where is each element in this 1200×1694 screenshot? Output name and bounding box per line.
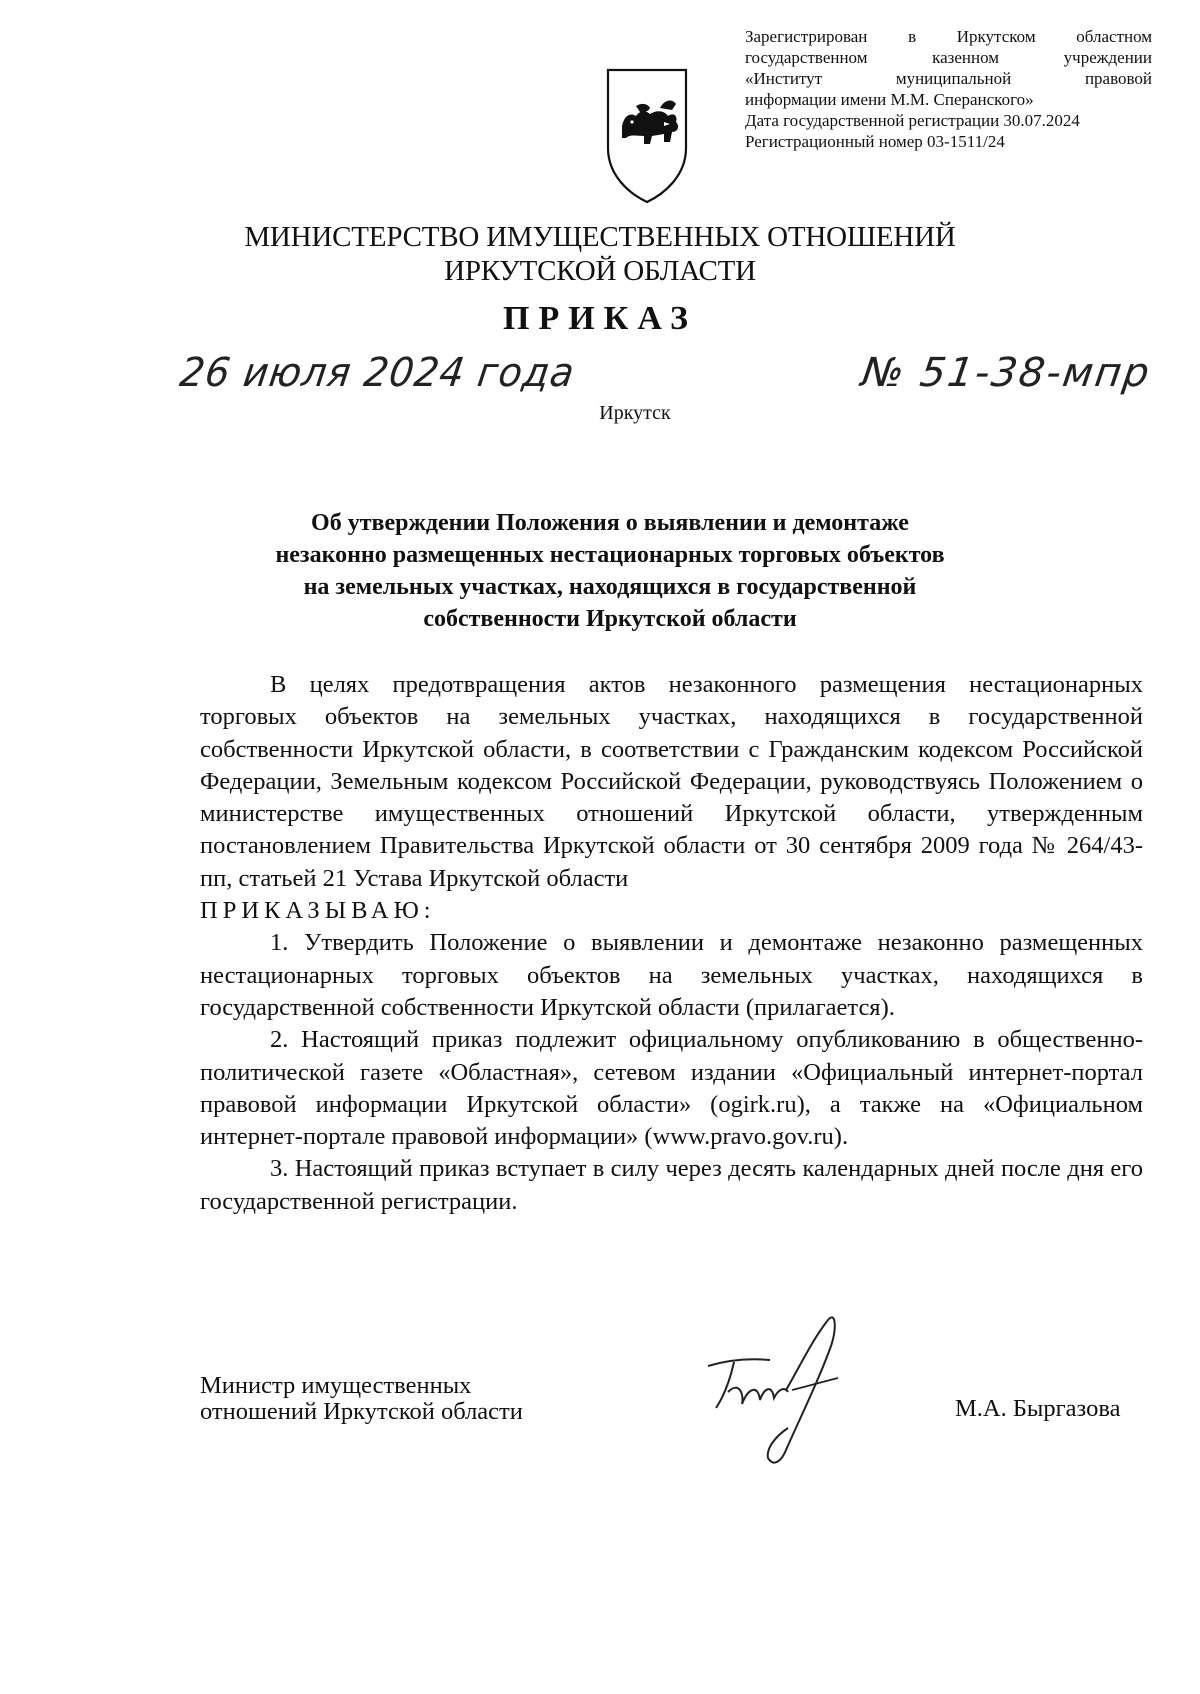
ministry-name-line: МИНИСТЕРСТВО ИМУЩЕСТВЕННЫХ ОТНОШЕНИЙ bbox=[244, 221, 956, 253]
subject-line: собственности Иркутской области bbox=[423, 606, 797, 632]
order-item: 3. Настоящий приказ вступает в силу через десять календарных дней после дня его государственной регистрации. bbox=[200, 1155, 1143, 1215]
handwritten-date: 26 июля 2024 года bbox=[177, 350, 578, 396]
order-item: 1. Утвердить Положение о выявлении и демонтаже незаконно размещенных нестационарных торговых объектов на земельных участках, находящихся в государственной собственности Иркутской области (прилагается). bbox=[200, 929, 1143, 1021]
signatory-position bbox=[200, 1373, 523, 1425]
registration-line: Зарегистрирован в Иркутском областном bbox=[745, 27, 1152, 46]
registration-number: Регистрационный номер 03-1511/24 bbox=[745, 132, 1005, 151]
order-item: 2. Настоящий приказ подлежит официальному опубликованию в общественно-политической газете «Областная», сетевом издании «Официальный интернет-портал правовой информации Иркутской области» (ogirk.ru), а также на «Официальном интернет-портале правовой информации» (www.pravo.gov.ru). bbox=[200, 1026, 1143, 1151]
registration-stamp bbox=[745, 26, 1152, 152]
signatory-position-line: отношений Иркутской области bbox=[200, 1398, 523, 1425]
order-word: ПРИКАЗЫВАЮ: bbox=[200, 897, 436, 925]
handwritten-signature bbox=[688, 1300, 858, 1480]
handwritten-order-number: № 51-38-мпр bbox=[858, 350, 1154, 396]
registration-date: Дата государственной регистрации 30.07.2024 bbox=[745, 111, 1080, 130]
city: Иркутск bbox=[599, 402, 671, 424]
registration-line: информации имени М.М. Сперанского» bbox=[745, 90, 1034, 109]
document-subject bbox=[200, 507, 1020, 635]
subject-line: на земельных участках, находящихся в государственной bbox=[303, 574, 917, 600]
signatory-position-line: Министр имущественных bbox=[200, 1372, 472, 1399]
registration-line: «Институт муниципальной правовой bbox=[745, 69, 1152, 88]
irkutsk-coat-of-arms-icon bbox=[604, 66, 690, 206]
subject-line: Об утверждении Положения о выявлении и демонтаже bbox=[311, 510, 909, 536]
registration-line: государственном казенном учреждении bbox=[745, 48, 1152, 67]
signatory-name: М.А. Быргазова bbox=[955, 1395, 1121, 1422]
subject-line: незаконно размещенных нестационарных торговых объектов bbox=[275, 542, 945, 568]
ministry-name bbox=[0, 220, 1200, 288]
document-type: ПРИКАЗ bbox=[503, 300, 697, 337]
document-body bbox=[200, 669, 1143, 1218]
preamble-paragraph: В целях предотвращения актов незаконного размещения нестационарных торговых объектов на земельных участках, находящихся в государственной собственности Иркутской области, в соответствии с Гражданским кодексом Российской Федерации, Земельным кодексом Российской Федерации, руководствуясь Положением о министерстве имущественных отношений Иркутской области, утвержденным постановлением Правительства Иркутской области от 30 сентября 2009 года № 264/43-пп, статьей 21 Устава Иркутской области bbox=[200, 671, 1143, 892]
ministry-name-line: ИРКУТСКОЙ ОБЛАСТИ bbox=[444, 255, 756, 287]
